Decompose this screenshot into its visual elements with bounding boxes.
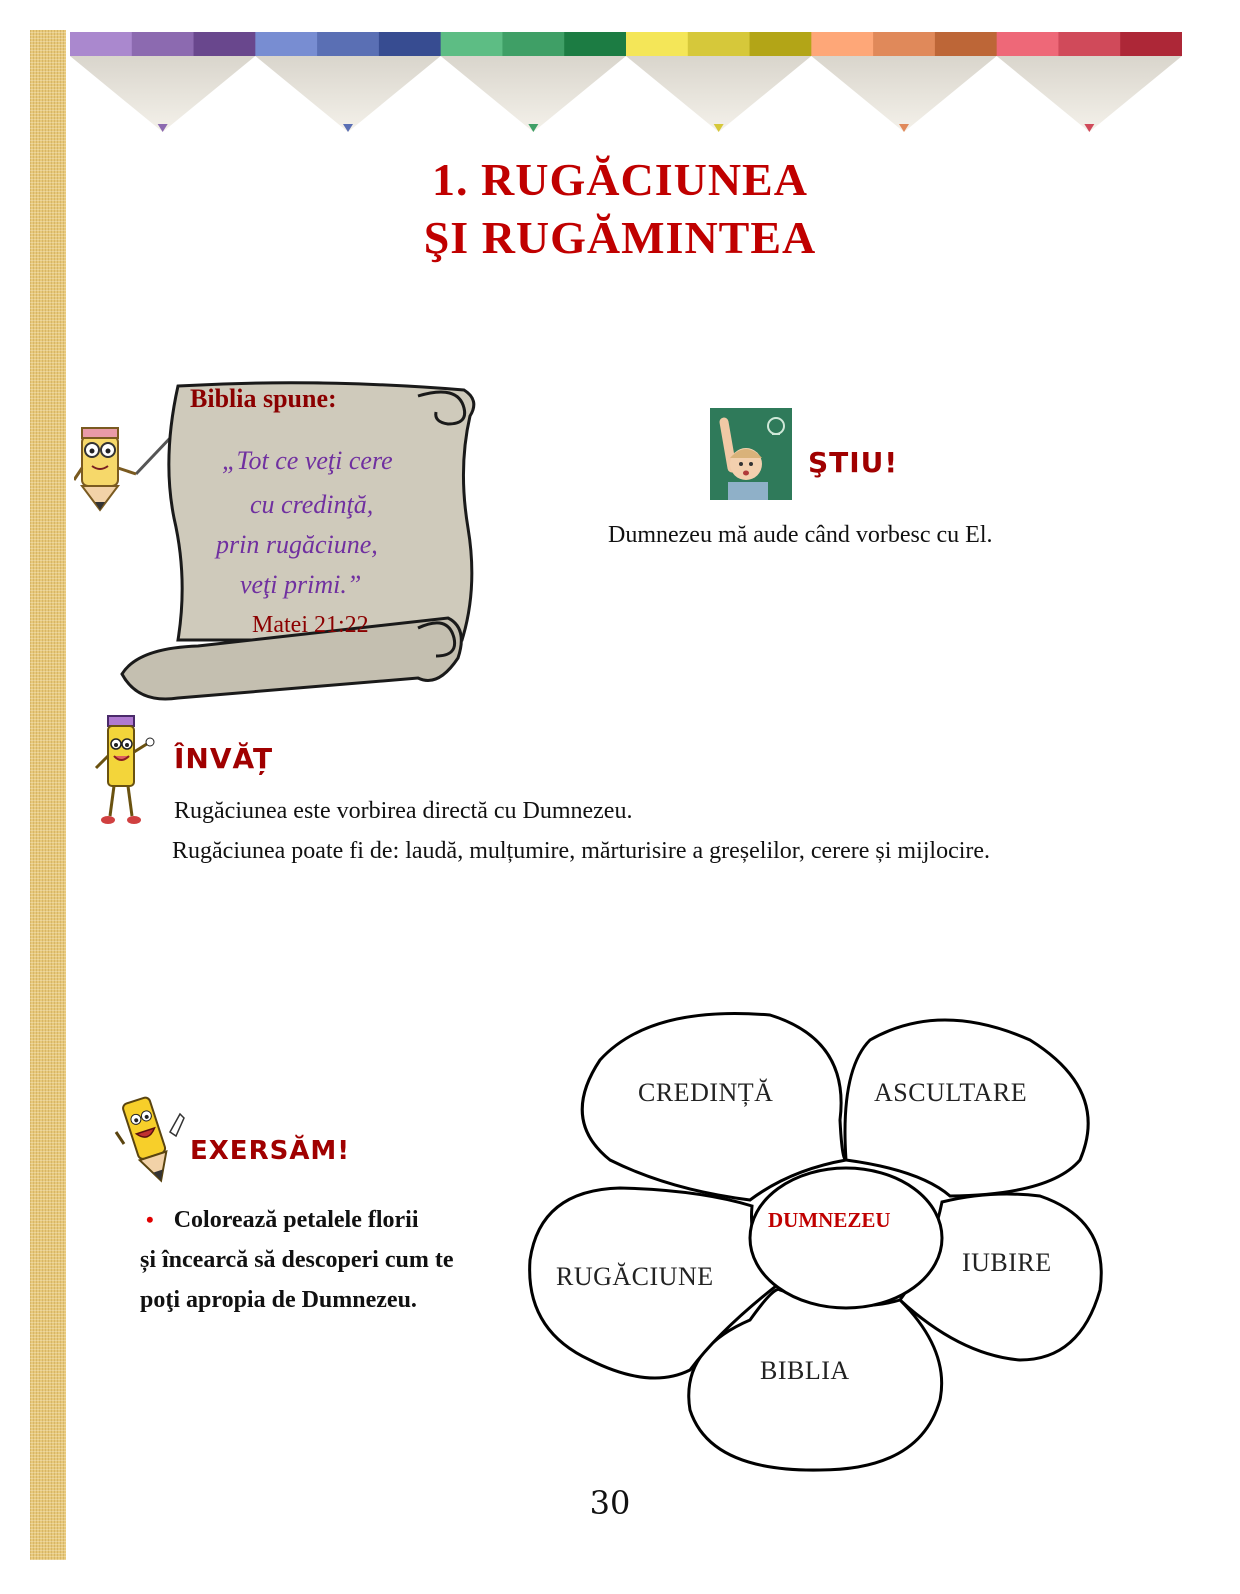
- pencil-body: [935, 32, 997, 56]
- petal-ascultare: [845, 1020, 1088, 1196]
- petal-label-ascultare: ASCULTARE: [874, 1078, 1028, 1107]
- petal-label-iubire: IUBIRE: [962, 1248, 1052, 1277]
- pencil-body: [626, 32, 688, 56]
- exersam-heading: EXERSĂM!: [190, 1136, 351, 1166]
- pencil-body: [811, 32, 873, 56]
- invat-line-1: Rugăciunea este vorbirea directă cu Dumnezeu.: [174, 798, 633, 824]
- page-title-line1: 1. RUGĂCIUNEA: [432, 154, 808, 205]
- instruction-line-3: poţi apropia de Dumnezeu.: [140, 1287, 417, 1313]
- stiu-heading: ŞTIU!: [808, 446, 899, 479]
- pencil-body: [873, 32, 935, 56]
- petal-label-rugaciune: RUGĂCIUNE: [556, 1262, 714, 1291]
- pencil-body: [317, 32, 379, 56]
- pencil-tip: [626, 56, 811, 132]
- exercise-instruction: [140, 1200, 530, 1320]
- instruction-line-2: și încearcă să descoperi cum te: [140, 1247, 454, 1273]
- verse-line-4: veţi primi.”: [240, 570, 362, 599]
- invat-line-2: Rugăciunea poate fi de: laudă, mulțumire, mărturisire a greșelilor, cerere și mijlocire.: [172, 838, 991, 864]
- pencil-body: [132, 32, 194, 56]
- child-raising-hand-icon: [710, 408, 792, 500]
- page-title-line2: ŞI RUGĂMINTEA: [423, 212, 817, 263]
- pencil-tip: [441, 56, 626, 132]
- pencil-body: [441, 32, 503, 56]
- stiu-text: Dumnezeu mă aude când vorbesc cu El.: [608, 522, 993, 548]
- flower-diagram: [520, 1010, 1110, 1480]
- pencil-body: [564, 32, 626, 56]
- pencil-character-icon: [92, 712, 156, 828]
- page-number: 30: [589, 1484, 631, 1522]
- petal-label-credinta: CREDINȚĂ: [638, 1078, 774, 1107]
- petal-label-biblia: BIBLIA: [760, 1356, 850, 1385]
- pencil-body: [1120, 32, 1182, 56]
- pencil-thumbsup-icon: [114, 1092, 186, 1188]
- invat-heading: ÎNVĂȚ: [174, 742, 274, 775]
- pencil-body: [70, 32, 132, 56]
- verse-line-3: prin rugăciune,: [216, 530, 378, 559]
- pencil-body: [194, 32, 256, 56]
- pencil-header-decoration: [70, 30, 1182, 140]
- pencil-body: [750, 32, 812, 56]
- verse-reference: Matei 21:22: [252, 612, 369, 638]
- flower-center: [750, 1168, 942, 1308]
- pencil-tip: [255, 56, 440, 132]
- pencil-tip: [811, 56, 996, 132]
- scroll-label: Biblia spune:: [190, 384, 337, 413]
- pencil-body: [997, 32, 1059, 56]
- pencil-body: [379, 32, 441, 56]
- verse-line-1: „Tot ce veţi cere: [222, 446, 393, 475]
- pencil-body: [688, 32, 750, 56]
- flower-center-label: DUMNEZEU: [768, 1208, 891, 1232]
- pencil-body: [255, 32, 317, 56]
- instruction-line-1: Colorează petalele florii: [173, 1207, 419, 1233]
- pencil-body: [502, 32, 564, 56]
- bullet-dot: •: [146, 1207, 154, 1232]
- pencil-body: [1058, 32, 1120, 56]
- pencil-tip: [70, 56, 255, 132]
- verse-line-2: cu credinţă,: [250, 490, 374, 519]
- pencil-tip: [997, 56, 1182, 132]
